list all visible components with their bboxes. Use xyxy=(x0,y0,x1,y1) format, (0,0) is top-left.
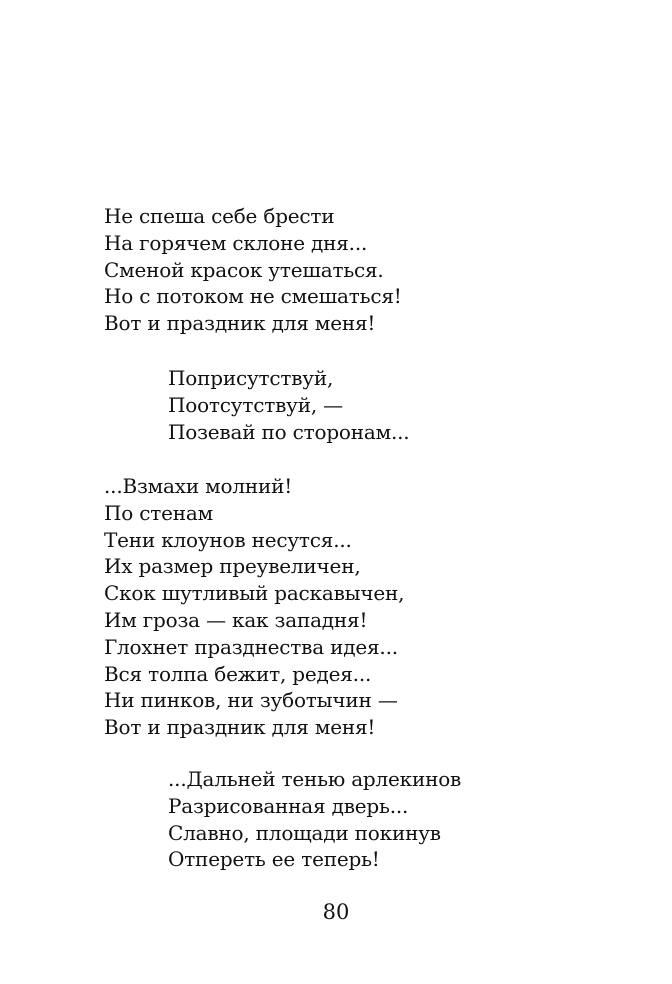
poem-line: Поотсутствуй, — xyxy=(168,392,343,417)
poem-line: Тени клоунов несутся... xyxy=(104,527,352,552)
poem-line: Славно, площади покинув xyxy=(168,820,441,845)
poem-line: Им гроза — как западня! xyxy=(104,607,368,632)
poem-line: По стенам xyxy=(104,500,213,525)
poem-line: Глохнет празднества идея... xyxy=(104,634,398,659)
stanza-1 xyxy=(104,203,402,337)
poem-line: Отпереть ее теперь! xyxy=(168,847,380,872)
poem-line: Позевай по сторонам... xyxy=(168,419,410,444)
poem-line: ...Взмахи молний! xyxy=(104,474,293,498)
poem-line: Ни пинков, ни зуботычин — xyxy=(104,688,398,713)
poem-line: Скок шутливый раскавычен, xyxy=(104,581,405,606)
poem-line: Поприсутствуй, xyxy=(168,366,334,390)
poem-line: Их размер преувеличен, xyxy=(104,554,361,579)
stanza-4 xyxy=(168,766,461,873)
poem-line: Вся толпа бежит, редея... xyxy=(104,661,372,686)
poem-line: Вот и праздник для меня! xyxy=(104,311,376,336)
page-number: 80 xyxy=(322,900,350,924)
stanza-2 xyxy=(168,365,409,445)
stanza-3 xyxy=(104,473,404,741)
poem-line: Разрисованная дверь... xyxy=(168,793,409,818)
poem-line: На горячем склоне дня... xyxy=(104,230,368,255)
poem-line: Вот и праздник для меня! xyxy=(104,715,376,740)
poem-line: Не спеша себе брести xyxy=(104,204,335,228)
poem-line: Но с потоком не смешаться! xyxy=(104,284,402,309)
poem-line: ...Дальней тенью арлекинов xyxy=(168,767,462,791)
poem-line: Сменой красок утешаться. xyxy=(104,257,384,282)
